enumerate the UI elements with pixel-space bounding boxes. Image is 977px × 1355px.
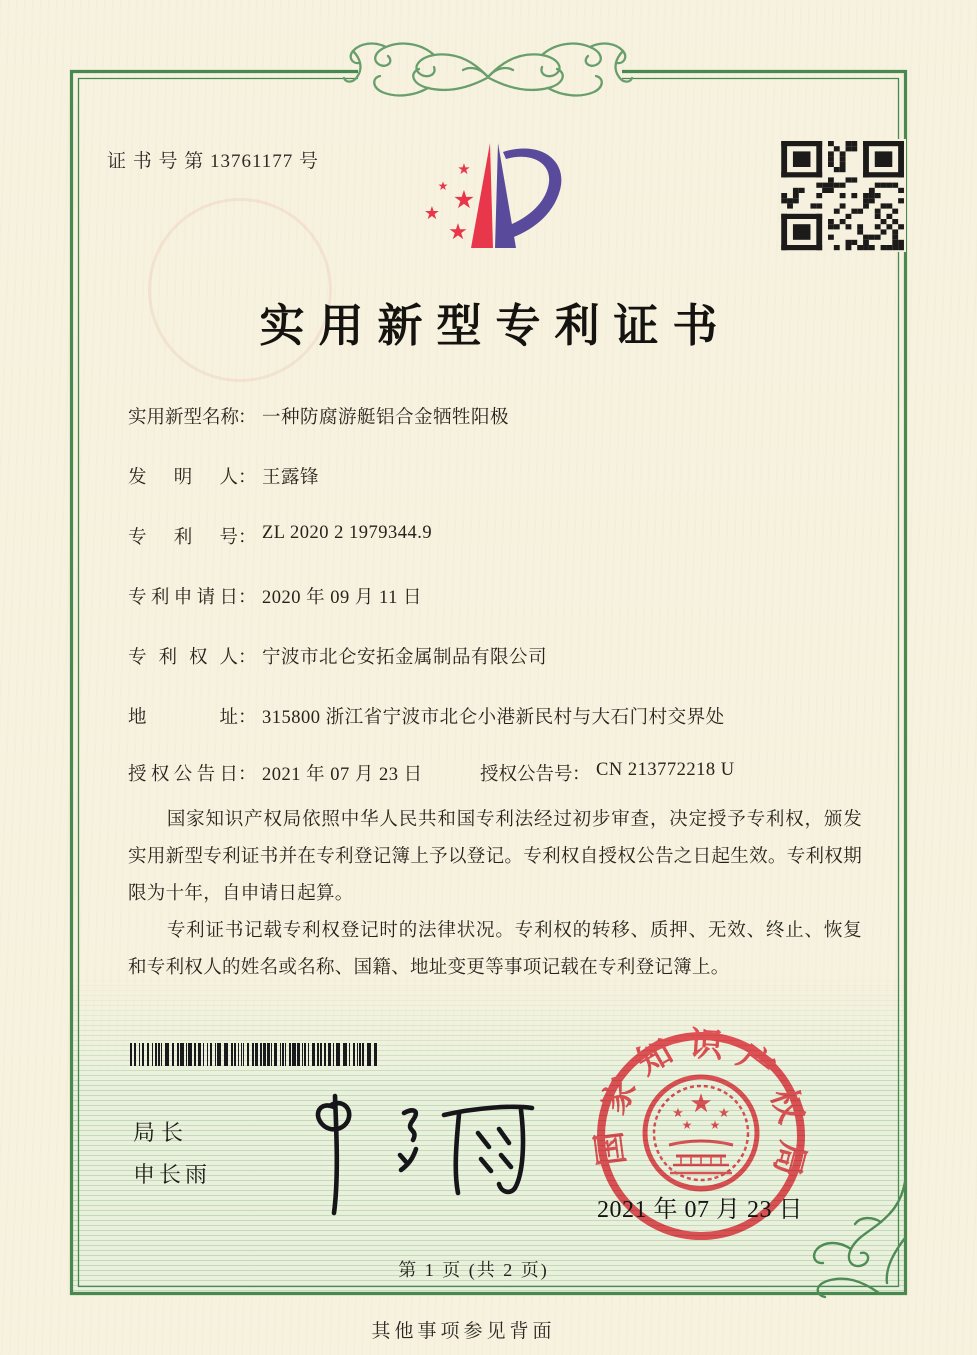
page-number: 第 1 页 (共 2 页) <box>398 1260 549 1280</box>
field-label: 专利号 <box>128 528 238 548</box>
signer-name: 申长雨 <box>133 1162 212 1187</box>
field-value: 宁波市北仑安拓金属制品有限公司 <box>262 648 548 668</box>
field-colon: ： <box>238 528 257 548</box>
field-label: 专利申请日 <box>128 588 238 608</box>
field-row-inventor <box>128 463 868 489</box>
svg-text:★: ★ <box>452 185 476 214</box>
legal-paragraph: 专利证书记载专利权登记时的法律状况。专利权的转移、质押、无效、终止、恢复和专利权人的姓名或名称、国籍、地址变更等事项记载在专利登记簿上。 <box>128 921 862 978</box>
barcode <box>130 1043 380 1066</box>
field-row-filing-date <box>128 583 868 609</box>
svg-text:★: ★ <box>672 1106 684 1121</box>
field-row-grant-date <box>128 760 868 786</box>
svg-text:★: ★ <box>718 1106 730 1121</box>
field-label: 专利权人 <box>128 648 238 668</box>
field-label: 授权公告日 <box>128 765 238 785</box>
field-row-patentee <box>128 643 868 669</box>
field-colon: ： <box>238 588 257 608</box>
svg-text:★: ★ <box>709 1118 721 1132</box>
grant-number-group <box>480 760 735 786</box>
svg-text:★: ★ <box>448 220 468 245</box>
field-row-address <box>128 703 868 729</box>
field-colon: ： <box>238 708 257 728</box>
svg-text:★: ★ <box>689 1089 713 1119</box>
grant-number-value: CN 213772218 U <box>596 760 735 780</box>
seal-agency-text: 国家知识产权局 <box>590 1026 811 1182</box>
field-label: 地址 <box>128 708 238 728</box>
field-colon: ： <box>572 765 591 785</box>
field-colon: ： <box>238 408 257 428</box>
top-ornament <box>344 44 632 96</box>
national-emblem-icon <box>645 1077 757 1189</box>
field-value: ZL 2020 2 1979344.9 <box>262 523 433 543</box>
svg-text:★: ★ <box>681 1118 693 1132</box>
field-value: 315800 浙江省宁波市北仑小港新民村与大石门村交界处 <box>262 708 725 728</box>
field-row-name <box>128 403 868 429</box>
field-row-patent-number <box>128 523 868 549</box>
field-colon: ： <box>238 765 257 785</box>
svg-text:★: ★ <box>437 179 449 193</box>
field-value: 2020 年 09 月 11 日 <box>262 588 422 608</box>
grant-number-label: 授权公告号 <box>480 765 573 785</box>
field-label: 发明人 <box>128 468 238 488</box>
logo-stars-icon <box>424 160 475 245</box>
signer-title: 局长 <box>133 1120 190 1145</box>
cnipa-logo-icon <box>408 132 568 254</box>
svg-text:★: ★ <box>423 203 441 224</box>
field-label: 实用新型名称 <box>128 408 240 428</box>
svg-text:★: ★ <box>457 160 471 178</box>
field-value: 2021 年 07 月 23 日 <box>262 765 423 785</box>
field-value: 王露锋 <box>262 468 320 488</box>
certificate-number: 证 书 号 第 13761177 号 <box>107 151 320 172</box>
field-value: 一种防腐游艇铝合金牺牲阳极 <box>262 408 510 428</box>
field-colon: ： <box>238 648 257 668</box>
qr-code <box>779 139 906 252</box>
seal-date: 2021 年 07 月 23 日 <box>597 1197 803 1223</box>
page-title: 实用新型专利证书 <box>259 301 732 351</box>
legal-paragraph: 国家知识产权局依照中华人民共和国专利法经过初步审查，决定授予专利权，颁发实用新型专利证书并在专利登记簿上予以登记。专利权自授权公告之日起生效。专利权期限为十年，自申请日起算。 <box>128 810 862 904</box>
legal-text-block <box>128 802 862 987</box>
director-signature <box>272 1083 542 1228</box>
field-colon: ： <box>238 468 257 488</box>
back-note: 其他事项参见背面 <box>371 1321 556 1342</box>
